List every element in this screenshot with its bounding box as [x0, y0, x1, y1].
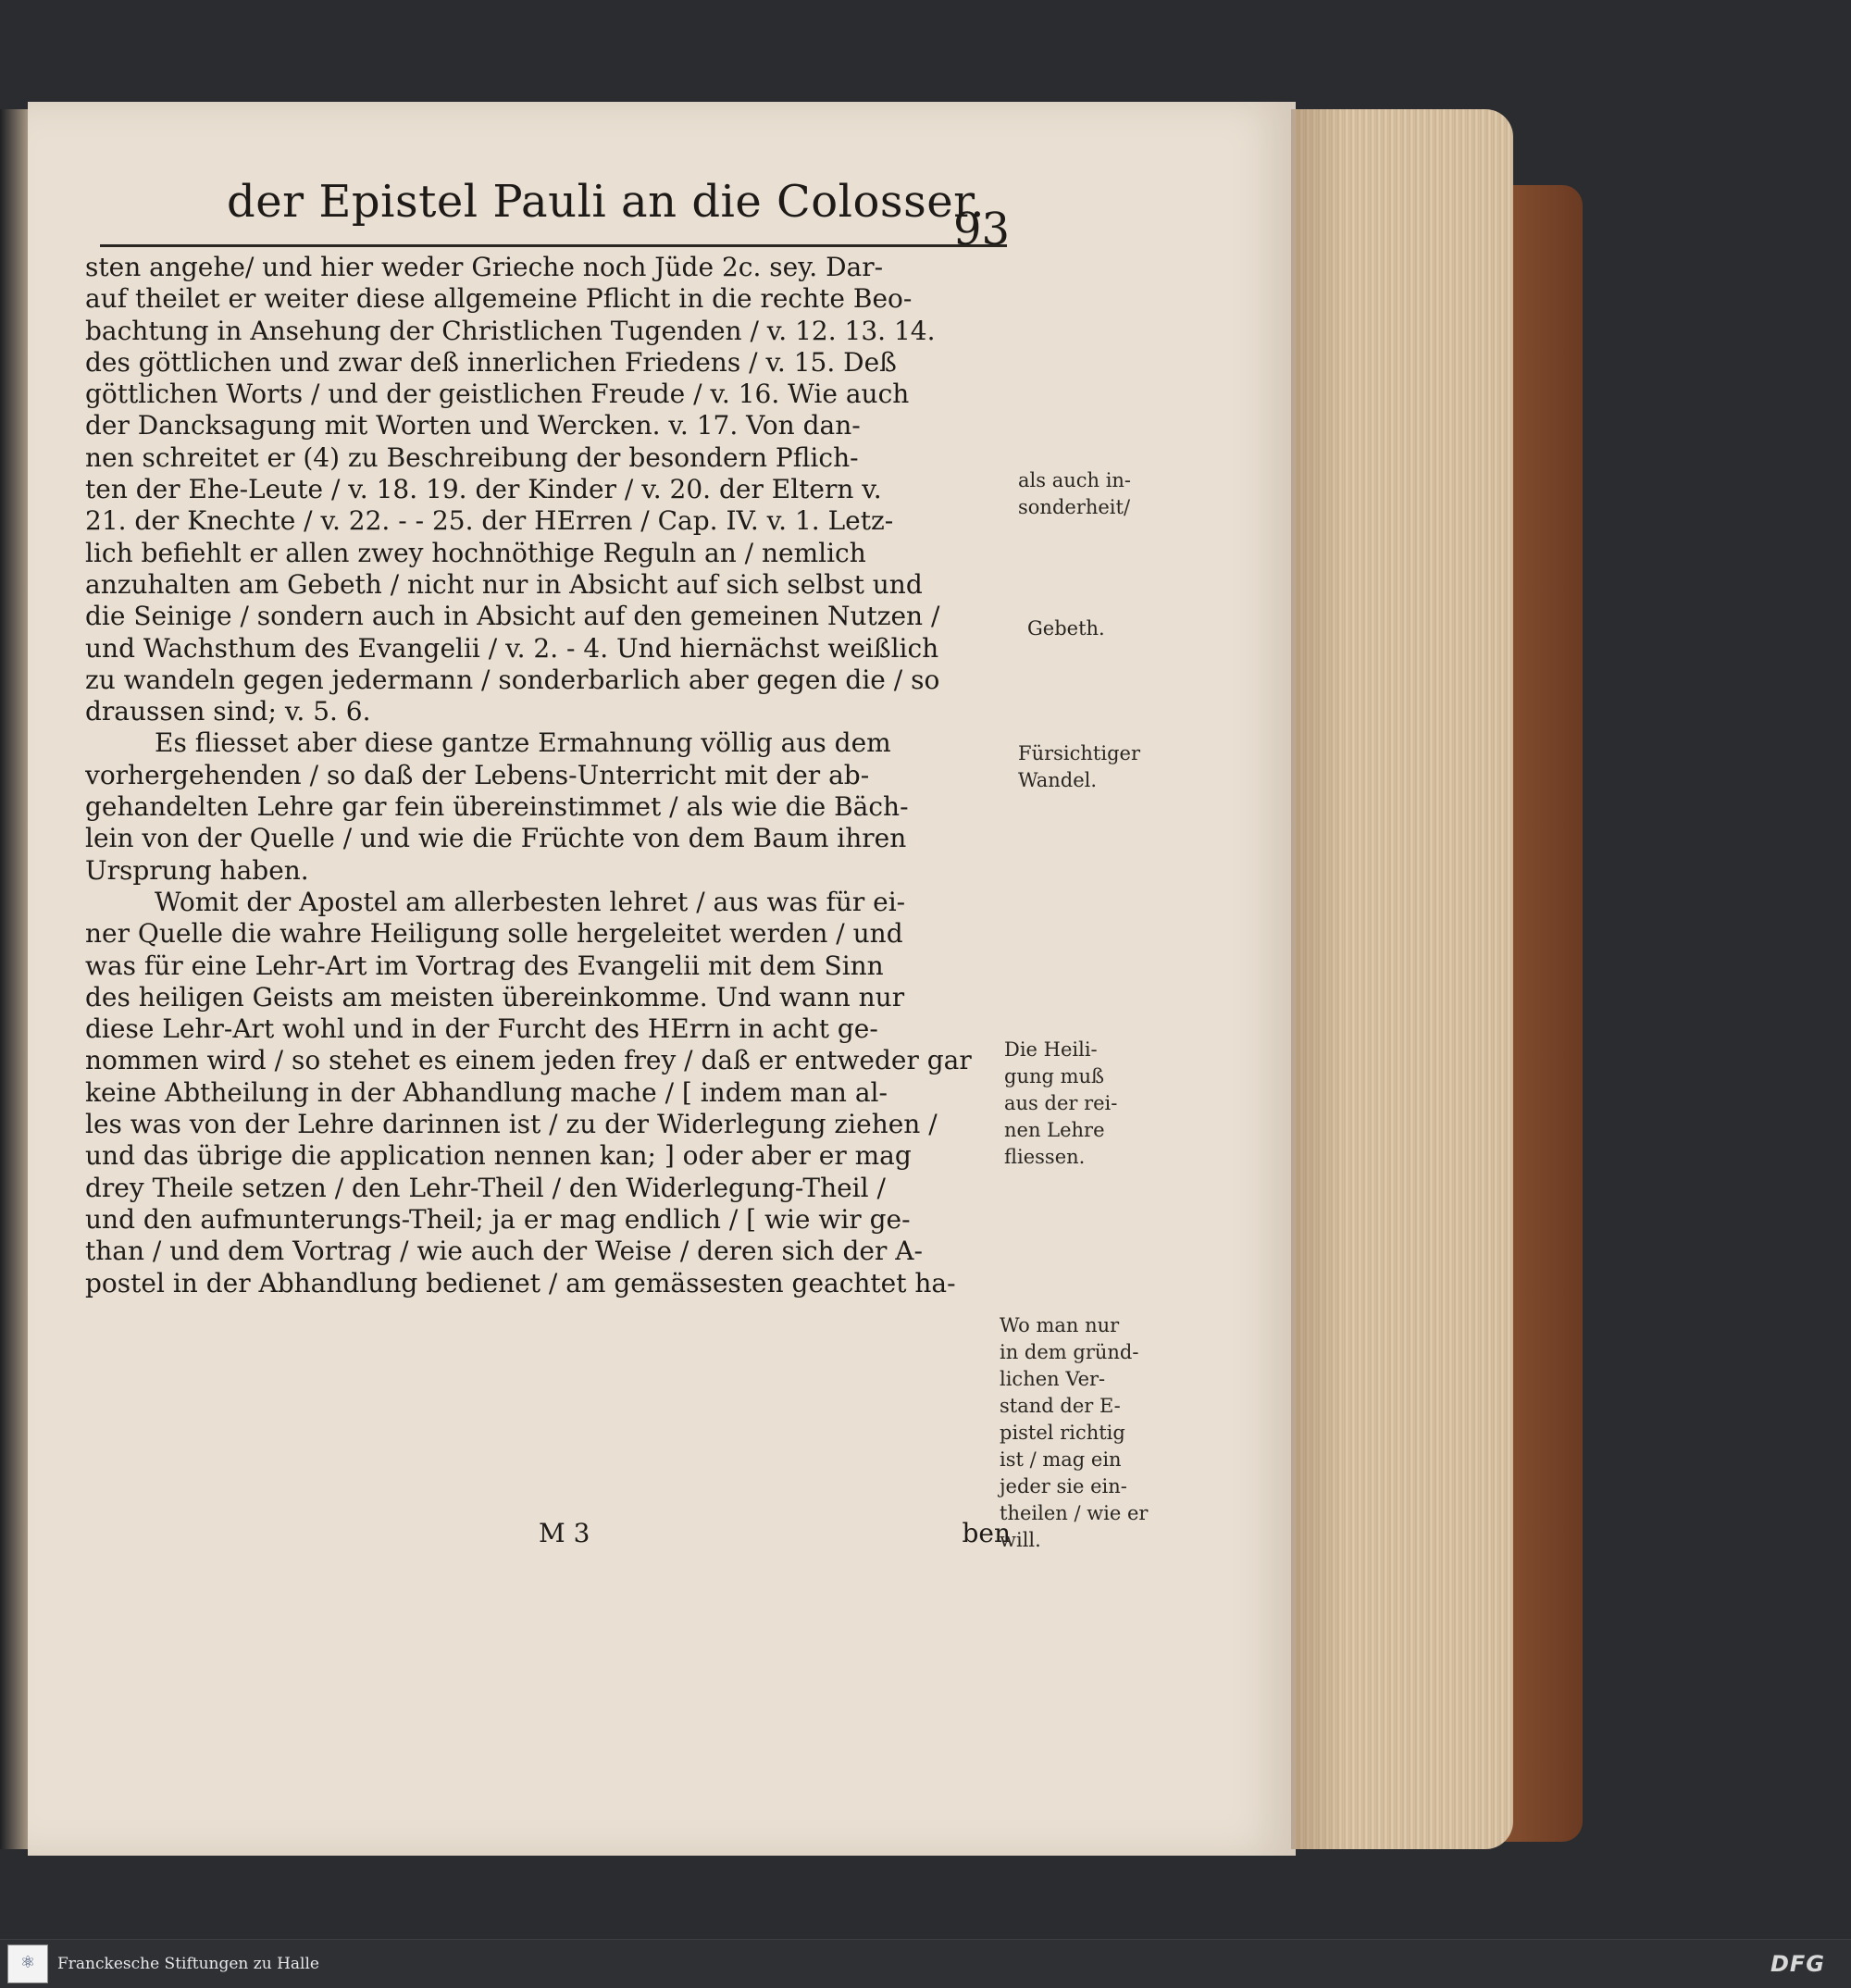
- text-line: les was von der Lehre darinnen ist / zu der Widerlegung ziehen /: [85, 1109, 938, 1140]
- text-line: und Wachsthum des Evangelii / v. 2. - 4. Und hiernächst weißlich: [85, 632, 939, 664]
- margin-note-line: als auch in-: [1018, 469, 1132, 491]
- text-line: draussen sind; v. 5. 6.: [85, 696, 371, 727]
- margin-note-line: fliessen.: [1004, 1146, 1086, 1168]
- margin-note-line: Die Heili-: [1004, 1038, 1098, 1061]
- margin-note-line: Wo man nur: [1000, 1314, 1120, 1336]
- text-line: diese Lehr-Art wohl und in der Furcht des HErrn in acht ge-: [85, 1013, 878, 1045]
- running-head: der Epistel Pauli an die Colosser.: [227, 176, 986, 228]
- text-line: lein von der Quelle / und wie die Früchte von dem Baum ihren: [85, 823, 907, 854]
- text-line: Womit der Apostel am allerbesten lehret / aus was für ei-: [155, 886, 906, 917]
- text-line: keine Abtheilung in der Abhandlung mache / [ indem man al-: [85, 1076, 888, 1108]
- text-line: was für eine Lehr-Art im Vortrag des Evangelii mit dem Sinn: [85, 950, 884, 981]
- text-line: Es fliesset aber diese gantze Ermahnung völlig aus dem: [155, 727, 891, 759]
- margin-note-line: Fürsichtiger: [1018, 742, 1140, 764]
- page-number: 93: [953, 204, 1011, 255]
- text-line: Ursprung haben.: [85, 854, 309, 886]
- body-text: [85, 252, 1011, 1299]
- margin-note: [1000, 1312, 1148, 1554]
- text-line: und den aufmunterungs-Theil; ja er mag endlich / [ wie wir ge-: [85, 1203, 911, 1235]
- text-line: und das übrige die application nennen kan; ] oder aber er mag: [85, 1140, 912, 1172]
- text-line: des göttlichen und zwar deß innerlichen Friedens / v. 15. Deß: [85, 346, 897, 378]
- page-foot: [85, 1518, 1011, 1551]
- text-line: auf theilet er weiter diese allgemeine Pflicht in die rechte Beo-: [85, 283, 913, 315]
- text-line: vorhergehenden / so daß der Lebens-Unterricht mit der ab-: [85, 759, 870, 790]
- text-line: drey Theile setzen / den Lehr-Theil / den Widerlegung-Theil /: [85, 1172, 886, 1203]
- gutter-shadow: [0, 109, 28, 1849]
- text-line: der Dancksagung mit Worten und Wercken. v. 17. Von dan-: [85, 410, 861, 441]
- dfg-logo[interactable]: DFG: [1770, 1951, 1825, 1977]
- text-line: gehandelten Lehre gar fein übereinstimmet / als wie die Bäch-: [85, 791, 909, 823]
- text-line: ner Quelle die wahre Heiligung solle hergeleitet werden / und: [85, 918, 903, 950]
- text-line: ten der Ehe-Leute / v. 18. 19. der Kinder / v. 20. der Eltern v.: [85, 474, 882, 505]
- text-line: 21. der Knechte / v. 22. - - 25. der HErren / Cap. IV. v. 1. Letz-: [85, 505, 894, 537]
- signature-mark: M 3: [539, 1518, 590, 1548]
- text-line: göttlichen Worts / und der geistlichen Freude / v. 16. Wie auch: [85, 379, 910, 410]
- franckesche-stiftungen-logo-icon[interactable]: ⚛: [7, 1945, 48, 1983]
- text-line: nen schreitet er (4) zu Beschreibung der besondern Pflich-: [85, 441, 859, 473]
- margin-note-line: aus der rei-: [1004, 1092, 1118, 1114]
- margin-note-line: in dem gründ-: [1000, 1341, 1139, 1363]
- margin-note-line: pistel richtig: [1000, 1422, 1125, 1444]
- viewer-footer: [0, 1939, 1851, 1988]
- margin-note-line: lichen Ver-: [1000, 1368, 1106, 1390]
- text-line: des heiligen Geists am meisten übereinkomme. Und wann nur: [85, 981, 905, 1013]
- catchword: ben: [962, 1518, 1011, 1548]
- text-line: postel in der Abhandlung bedienet / am gemässesten geachtet ha-: [85, 1267, 956, 1298]
- margin-note-line: nen Lehre: [1004, 1119, 1105, 1141]
- margin-note-line: gung muß: [1004, 1065, 1105, 1087]
- margin-note-line: sonderheit/: [1018, 496, 1131, 518]
- text-line: bachtung in Ansehung der Christlichen Tugenden / v. 12. 13. 14.: [85, 315, 936, 346]
- page-fold-shadow: [1291, 109, 1347, 1849]
- margin-note-line: jeder sie ein-: [1000, 1475, 1127, 1497]
- text-line: nommen wird / so stehet es einem jeden frey / daß er entweder gar: [85, 1045, 972, 1076]
- institution-name[interactable]: Franckesche Stiftungen zu Halle: [57, 1955, 319, 1973]
- text-line: zu wandeln gegen jedermann / sonderbarlich aber gegen die / so: [85, 664, 940, 695]
- margin-note-line: will.: [1000, 1529, 1041, 1551]
- margin-note-line: ist / mag ein: [1000, 1448, 1122, 1471]
- margin-note: [1018, 740, 1140, 794]
- margin-note: [1027, 615, 1105, 642]
- margin-note-line: theilen / wie er: [1000, 1502, 1149, 1524]
- text-line: than / und dem Vortrag / wie auch der Weise / deren sich der A-: [85, 1236, 923, 1267]
- text-line: die Seinige / sondern auch in Absicht auf den gemeinen Nutzen /: [85, 601, 940, 632]
- margin-note-line: Wandel.: [1018, 769, 1098, 791]
- margin-note: [1018, 467, 1131, 521]
- text-line: lich befiehlt er allen zwey hochnöthige Reguln an / nemlich: [85, 537, 866, 568]
- header-rule: [100, 244, 1007, 247]
- text-line: sten angehe/ und hier weder Grieche noch Jüde 2c. sey. Dar-: [85, 252, 884, 282]
- margin-note-line: Gebeth.: [1027, 617, 1105, 640]
- margin-note: [1004, 1037, 1117, 1171]
- margin-note-line: stand der E-: [1000, 1395, 1121, 1417]
- text-line: anzuhalten am Gebeth / nicht nur in Absicht auf sich selbst und: [85, 568, 923, 600]
